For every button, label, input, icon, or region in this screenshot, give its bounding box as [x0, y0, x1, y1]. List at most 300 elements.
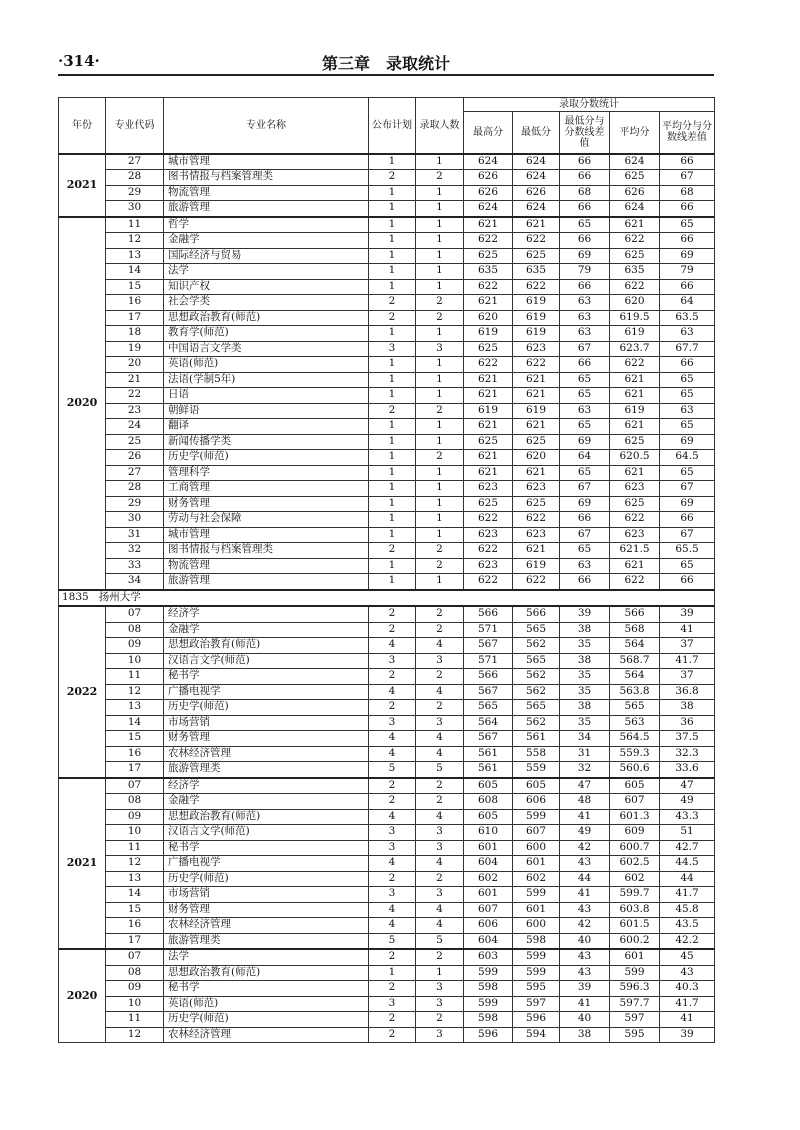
- avg-cell: 623: [610, 527, 660, 543]
- plan-cell: 3: [369, 825, 416, 841]
- avg-diff-cell: 44: [660, 871, 715, 887]
- name-cell: 思想政治教育(师范): [164, 965, 369, 981]
- max-cell: 564: [464, 715, 513, 731]
- avg-diff-cell: 64: [660, 295, 715, 311]
- table-row: [59, 669, 715, 685]
- table-row: [59, 295, 715, 311]
- avg-diff-cell: 37.5: [660, 731, 715, 747]
- plan-cell: 1: [369, 574, 416, 590]
- code-cell: 13: [106, 248, 164, 264]
- avg-diff-cell: 67: [660, 527, 715, 543]
- min-cell: 622: [513, 357, 560, 373]
- min-cell: 621: [513, 465, 560, 481]
- admitted-cell: 1: [416, 248, 464, 264]
- code-cell: 14: [106, 887, 164, 903]
- name-cell: 工商管理: [164, 481, 369, 497]
- name-cell: 金融学: [164, 622, 369, 638]
- min-cell: 621: [513, 543, 560, 559]
- code-cell: 25: [106, 434, 164, 450]
- year-cell: 2022: [59, 606, 106, 778]
- table-row: [59, 341, 715, 357]
- table-row: [59, 638, 715, 654]
- year-cell: 2020: [59, 217, 106, 590]
- name-cell: 城市管理: [164, 527, 369, 543]
- min-cell: 606: [513, 794, 560, 810]
- max-cell: 622: [464, 279, 513, 295]
- avg-diff-cell: 49: [660, 794, 715, 810]
- min-diff-cell: 43: [560, 902, 610, 918]
- avg-cell: 622: [610, 512, 660, 528]
- table-row: [59, 965, 715, 981]
- code-cell: 07: [106, 606, 164, 622]
- table-row: [59, 746, 715, 762]
- avg-cell: 601.3: [610, 809, 660, 825]
- min-diff-cell: 41: [560, 887, 610, 903]
- code-cell: 12: [106, 1027, 164, 1043]
- school-heading: [59, 590, 715, 607]
- school-name: 扬州大学: [98, 590, 141, 603]
- min-diff-cell: 35: [560, 715, 610, 731]
- max-cell: 606: [464, 918, 513, 934]
- avg-cell: 620: [610, 295, 660, 311]
- table-body-upper: [59, 154, 715, 590]
- plan-cell: 2: [369, 949, 416, 965]
- min-diff-cell: 39: [560, 981, 610, 997]
- name-cell: 哲学: [164, 217, 369, 233]
- avg-cell: 622: [610, 357, 660, 373]
- page-header: [58, 48, 714, 76]
- table-row: [59, 201, 715, 217]
- admitted-cell: 1: [416, 527, 464, 543]
- table-row: [59, 762, 715, 778]
- min-diff-cell: 43: [560, 965, 610, 981]
- avg-diff-cell: 36.8: [660, 684, 715, 700]
- min-cell: 599: [513, 949, 560, 965]
- avg-diff-cell: 37: [660, 669, 715, 685]
- avg-cell: 622: [610, 233, 660, 249]
- max-cell: 599: [464, 965, 513, 981]
- admitted-cell: 4: [416, 809, 464, 825]
- max-cell: 601: [464, 887, 513, 903]
- max-cell: 566: [464, 606, 513, 622]
- max-cell: 621: [464, 295, 513, 311]
- plan-cell: 1: [369, 248, 416, 264]
- code-cell: 15: [106, 731, 164, 747]
- table-row: [59, 481, 715, 497]
- avg-cell: 599.7: [610, 887, 660, 903]
- plan-cell: 4: [369, 809, 416, 825]
- table-row: [59, 372, 715, 388]
- name-cell: 英语(师范): [164, 357, 369, 373]
- table-row: [59, 512, 715, 528]
- code-cell: 15: [106, 902, 164, 918]
- plan-cell: 1: [369, 527, 416, 543]
- plan-cell: 4: [369, 856, 416, 872]
- min-cell: 621: [513, 419, 560, 435]
- max-cell: 619: [464, 403, 513, 419]
- min-diff-cell: 49: [560, 825, 610, 841]
- admitted-cell: 2: [416, 778, 464, 794]
- max-cell: 605: [464, 778, 513, 794]
- admitted-cell: 4: [416, 918, 464, 934]
- table-row: [59, 933, 715, 949]
- min-diff-cell: 67: [560, 527, 610, 543]
- plan-cell: 1: [369, 965, 416, 981]
- avg-cell: 626: [610, 185, 660, 201]
- code-cell: 12: [106, 856, 164, 872]
- admitted-cell: 1: [416, 372, 464, 388]
- min-cell: 619: [513, 403, 560, 419]
- table-row: [59, 981, 715, 997]
- name-cell: 市场营销: [164, 715, 369, 731]
- table-row: [59, 233, 715, 249]
- code-cell: 10: [106, 996, 164, 1012]
- max-cell: 567: [464, 638, 513, 654]
- table-row: [59, 684, 715, 700]
- table-row: [59, 778, 715, 794]
- max-cell: 621: [464, 450, 513, 466]
- min-diff-cell: 44: [560, 871, 610, 887]
- plan-cell: 3: [369, 653, 416, 669]
- min-cell: 562: [513, 669, 560, 685]
- page-number: ·314·: [58, 52, 100, 70]
- name-cell: 图书情报与档案管理类: [164, 543, 369, 559]
- plan-cell: 2: [369, 170, 416, 186]
- avg-cell: 625: [610, 170, 660, 186]
- avg-diff-cell: 65: [660, 465, 715, 481]
- max-cell: 623: [464, 481, 513, 497]
- admitted-cell: 1: [416, 326, 464, 342]
- max-cell: 622: [464, 233, 513, 249]
- min-diff-cell: 48: [560, 794, 610, 810]
- col-avg-diff: 平均分与分数线差值: [660, 112, 715, 154]
- avg-cell: 560.6: [610, 762, 660, 778]
- table-row: [59, 809, 715, 825]
- name-cell: 农林经济管理: [164, 746, 369, 762]
- code-cell: 07: [106, 778, 164, 794]
- admitted-cell: 1: [416, 264, 464, 280]
- avg-diff-cell: 51: [660, 825, 715, 841]
- min-diff-cell: 65: [560, 388, 610, 404]
- name-cell: 财务管理: [164, 731, 369, 747]
- min-cell: 605: [513, 778, 560, 794]
- avg-diff-cell: 65: [660, 372, 715, 388]
- code-cell: 17: [106, 933, 164, 949]
- table-row: [59, 248, 715, 264]
- plan-cell: 1: [369, 326, 416, 342]
- min-diff-cell: 66: [560, 233, 610, 249]
- code-cell: 16: [106, 295, 164, 311]
- min-diff-cell: 42: [560, 918, 610, 934]
- code-cell: 11: [106, 840, 164, 856]
- admitted-cell: 2: [416, 669, 464, 685]
- avg-cell: 619: [610, 403, 660, 419]
- name-cell: 法学: [164, 264, 369, 280]
- name-cell: 教育学(师范): [164, 326, 369, 342]
- avg-cell: 568.7: [610, 653, 660, 669]
- avg-diff-cell: 65: [660, 217, 715, 233]
- table-row: [59, 527, 715, 543]
- name-cell: 朝鲜语: [164, 403, 369, 419]
- min-cell: 623: [513, 527, 560, 543]
- max-cell: 619: [464, 326, 513, 342]
- min-diff-cell: 34: [560, 731, 610, 747]
- min-cell: 599: [513, 965, 560, 981]
- table-row: [59, 887, 715, 903]
- max-cell: 603: [464, 949, 513, 965]
- plan-cell: 1: [369, 434, 416, 450]
- min-cell: 565: [513, 622, 560, 638]
- admitted-cell: 4: [416, 856, 464, 872]
- name-cell: 国际经济与贸易: [164, 248, 369, 264]
- admitted-cell: 4: [416, 731, 464, 747]
- table-row: [59, 731, 715, 747]
- admitted-cell: 3: [416, 1027, 464, 1043]
- avg-cell: 621: [610, 465, 660, 481]
- name-cell: 图书情报与档案管理类: [164, 170, 369, 186]
- code-cell: 34: [106, 574, 164, 590]
- min-diff-cell: 65: [560, 465, 610, 481]
- avg-diff-cell: 45: [660, 949, 715, 965]
- table-header: [59, 98, 715, 154]
- admitted-cell: 4: [416, 638, 464, 654]
- admitted-cell: 2: [416, 558, 464, 574]
- avg-diff-cell: 69: [660, 496, 715, 512]
- admitted-cell: 3: [416, 715, 464, 731]
- admitted-cell: 2: [416, 622, 464, 638]
- avg-diff-cell: 65.5: [660, 543, 715, 559]
- code-cell: 28: [106, 481, 164, 497]
- min-cell: 622: [513, 233, 560, 249]
- min-diff-cell: 65: [560, 372, 610, 388]
- admitted-cell: 1: [416, 965, 464, 981]
- name-cell: 知识产权: [164, 279, 369, 295]
- code-cell: 08: [106, 622, 164, 638]
- name-cell: 法学: [164, 949, 369, 965]
- code-cell: 12: [106, 684, 164, 700]
- avg-diff-cell: 66: [660, 512, 715, 528]
- plan-cell: 5: [369, 933, 416, 949]
- plan-cell: 1: [369, 279, 416, 295]
- min-diff-cell: 40: [560, 1012, 610, 1028]
- col-score-group: 录取分数统计: [464, 98, 715, 112]
- name-cell: 新闻传播学类: [164, 434, 369, 450]
- table-row: [59, 264, 715, 280]
- code-cell: 24: [106, 419, 164, 435]
- avg-cell: 600.2: [610, 933, 660, 949]
- plan-cell: 1: [369, 357, 416, 373]
- min-diff-cell: 66: [560, 201, 610, 217]
- table-row: [59, 326, 715, 342]
- max-cell: 602: [464, 871, 513, 887]
- plan-cell: 4: [369, 731, 416, 747]
- min-diff-cell: 63: [560, 326, 610, 342]
- avg-diff-cell: 67.7: [660, 341, 715, 357]
- plan-cell: 1: [369, 558, 416, 574]
- avg-diff-cell: 42.7: [660, 840, 715, 856]
- code-cell: 10: [106, 653, 164, 669]
- avg-diff-cell: 66: [660, 154, 715, 170]
- max-cell: 566: [464, 669, 513, 685]
- avg-cell: 596.3: [610, 981, 660, 997]
- code-cell: 26: [106, 450, 164, 466]
- min-cell: 594: [513, 1027, 560, 1043]
- table-row: [59, 154, 715, 170]
- name-cell: 中国语言文学类: [164, 341, 369, 357]
- school-section-row: [59, 590, 715, 607]
- avg-cell: 624: [610, 154, 660, 170]
- min-diff-cell: 35: [560, 638, 610, 654]
- code-cell: 08: [106, 794, 164, 810]
- name-cell: 旅游管理类: [164, 933, 369, 949]
- avg-cell: 602: [610, 871, 660, 887]
- avg-cell: 565: [610, 700, 660, 716]
- admitted-cell: 1: [416, 419, 464, 435]
- min-cell: 624: [513, 154, 560, 170]
- avg-cell: 602.5: [610, 856, 660, 872]
- admitted-cell: 3: [416, 996, 464, 1012]
- avg-diff-cell: 65: [660, 388, 715, 404]
- col-avg: 平均分: [610, 112, 660, 154]
- max-cell: 625: [464, 341, 513, 357]
- plan-cell: 2: [369, 1012, 416, 1028]
- plan-cell: 2: [369, 1027, 416, 1043]
- min-cell: 602: [513, 871, 560, 887]
- avg-diff-cell: 41: [660, 1012, 715, 1028]
- min-cell: 619: [513, 326, 560, 342]
- table-row: [59, 217, 715, 233]
- min-diff-cell: 63: [560, 310, 610, 326]
- admitted-cell: 5: [416, 933, 464, 949]
- min-diff-cell: 38: [560, 622, 610, 638]
- plan-cell: 2: [369, 981, 416, 997]
- max-cell: 635: [464, 264, 513, 280]
- table-row: [59, 840, 715, 856]
- max-cell: 610: [464, 825, 513, 841]
- max-cell: 621: [464, 419, 513, 435]
- avg-cell: 625: [610, 434, 660, 450]
- min-diff-cell: 63: [560, 403, 610, 419]
- avg-diff-cell: 67: [660, 170, 715, 186]
- name-cell: 历史学(师范): [164, 700, 369, 716]
- avg-cell: 621: [610, 372, 660, 388]
- admitted-cell: 3: [416, 653, 464, 669]
- avg-diff-cell: 42.2: [660, 933, 715, 949]
- name-cell: 旅游管理: [164, 201, 369, 217]
- admitted-cell: 2: [416, 700, 464, 716]
- min-cell: 621: [513, 217, 560, 233]
- admitted-cell: 2: [416, 794, 464, 810]
- code-cell: 11: [106, 1012, 164, 1028]
- max-cell: 623: [464, 558, 513, 574]
- min-diff-cell: 35: [560, 684, 610, 700]
- plan-cell: 1: [369, 512, 416, 528]
- avg-diff-cell: 66: [660, 201, 715, 217]
- name-cell: 日语: [164, 388, 369, 404]
- code-cell: 13: [106, 871, 164, 887]
- min-diff-cell: 41: [560, 996, 610, 1012]
- min-diff-cell: 65: [560, 543, 610, 559]
- max-cell: 625: [464, 496, 513, 512]
- avg-cell: 625: [610, 248, 660, 264]
- avg-diff-cell: 41: [660, 622, 715, 638]
- min-diff-cell: 38: [560, 653, 610, 669]
- plan-cell: 2: [369, 606, 416, 622]
- code-cell: 22: [106, 388, 164, 404]
- col-admitted: 录取人数: [416, 98, 464, 154]
- min-diff-cell: 65: [560, 217, 610, 233]
- avg-diff-cell: 66: [660, 357, 715, 373]
- code-cell: 08: [106, 965, 164, 981]
- code-cell: 30: [106, 512, 164, 528]
- avg-diff-cell: 65: [660, 558, 715, 574]
- min-cell: 599: [513, 809, 560, 825]
- max-cell: 626: [464, 170, 513, 186]
- plan-cell: 2: [369, 794, 416, 810]
- admission-score-table: [58, 97, 715, 1043]
- code-cell: 13: [106, 700, 164, 716]
- min-diff-cell: 69: [560, 248, 610, 264]
- name-cell: 英语(师范): [164, 996, 369, 1012]
- admitted-cell: 1: [416, 574, 464, 590]
- plan-cell: 3: [369, 887, 416, 903]
- plan-cell: 2: [369, 543, 416, 559]
- admitted-cell: 1: [416, 217, 464, 233]
- table-row: [59, 1012, 715, 1028]
- avg-cell: 563: [610, 715, 660, 731]
- table-row: [59, 794, 715, 810]
- max-cell: 598: [464, 981, 513, 997]
- avg-cell: 622: [610, 574, 660, 590]
- min-diff-cell: 66: [560, 357, 610, 373]
- min-cell: 600: [513, 840, 560, 856]
- avg-cell: 621: [610, 388, 660, 404]
- min-diff-cell: 39: [560, 606, 610, 622]
- min-diff-cell: 65: [560, 419, 610, 435]
- min-cell: 559: [513, 762, 560, 778]
- plan-cell: 4: [369, 638, 416, 654]
- name-cell: 旅游管理: [164, 574, 369, 590]
- min-cell: 562: [513, 638, 560, 654]
- max-cell: 604: [464, 856, 513, 872]
- code-cell: 10: [106, 825, 164, 841]
- col-name: 专业名称: [164, 98, 369, 154]
- avg-cell: 619: [610, 326, 660, 342]
- code-cell: 17: [106, 310, 164, 326]
- min-cell: 562: [513, 684, 560, 700]
- code-cell: 20: [106, 357, 164, 373]
- year-cell: 2021: [59, 154, 106, 217]
- min-diff-cell: 66: [560, 170, 610, 186]
- plan-cell: 5: [369, 762, 416, 778]
- admitted-cell: 2: [416, 403, 464, 419]
- max-cell: 622: [464, 357, 513, 373]
- avg-cell: 599: [610, 965, 660, 981]
- avg-diff-cell: 43: [660, 965, 715, 981]
- avg-diff-cell: 38: [660, 700, 715, 716]
- plan-cell: 1: [369, 419, 416, 435]
- admitted-cell: 1: [416, 388, 464, 404]
- admitted-cell: 2: [416, 949, 464, 965]
- avg-cell: 621: [610, 558, 660, 574]
- code-cell: 21: [106, 372, 164, 388]
- table-row: [59, 279, 715, 295]
- min-cell: 619: [513, 295, 560, 311]
- table-row: [59, 1027, 715, 1043]
- name-cell: 秘书学: [164, 669, 369, 685]
- min-diff-cell: 42: [560, 840, 610, 856]
- avg-diff-cell: 33.6: [660, 762, 715, 778]
